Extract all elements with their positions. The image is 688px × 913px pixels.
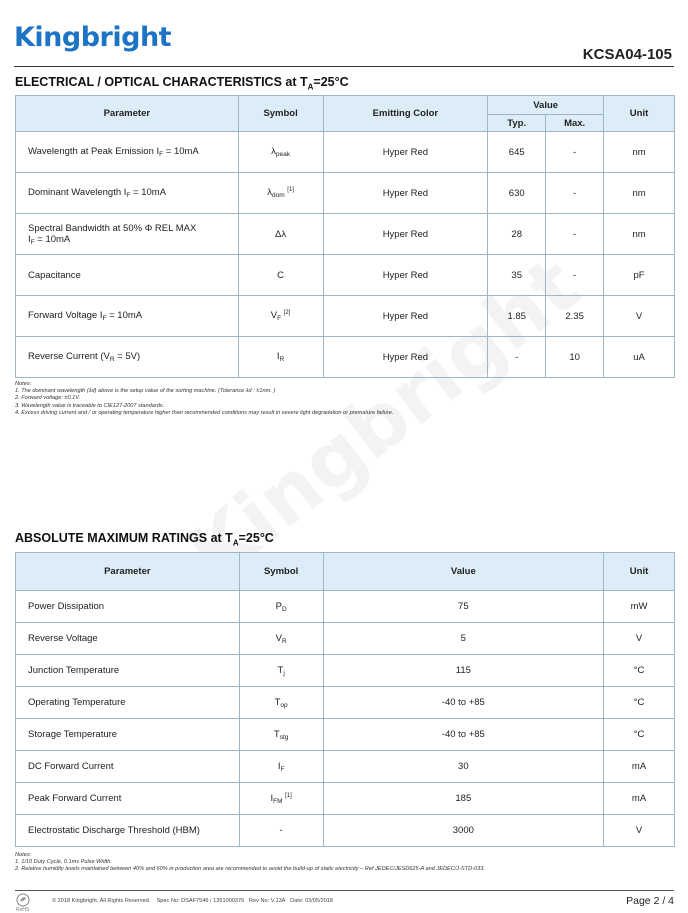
unit-cell: nm: [604, 173, 675, 214]
param-cell: Peak Forward Current: [16, 783, 240, 815]
symbol: T: [273, 728, 280, 740]
unit-cell: uA: [604, 337, 675, 378]
symbol: λ: [267, 187, 272, 198]
unit-cell: V: [604, 623, 675, 655]
color-cell: Hyper Red: [323, 173, 488, 214]
value-cell: -40 to +85: [323, 719, 604, 751]
color-cell: Hyper Red: [323, 214, 488, 255]
param-tail: = 10mA: [130, 187, 167, 198]
symbol-sub: D: [281, 605, 287, 613]
param-line2: I: [28, 233, 31, 245]
title-suffix: =25°C: [313, 75, 349, 89]
symbol: V: [275, 632, 282, 644]
param-cell: [16, 296, 239, 337]
note-item: 1. The dominant wavelength (λd) above is the setup value of the sorting machine. (Tolerance λd : ±1nm. ): [15, 388, 276, 395]
table-row: [16, 815, 675, 847]
table-row: [16, 337, 675, 378]
title-text: ELECTRICAL / OPTICAL CHARACTERISTICS at T: [15, 75, 308, 89]
symbol-sub: op: [280, 701, 288, 709]
color-cell: Hyper Red: [323, 296, 488, 337]
param-cell: Capacitance: [16, 255, 239, 296]
table-row: [16, 591, 675, 623]
part-number: KCSA04-105: [582, 46, 672, 63]
rohs-icon: [16, 893, 44, 913]
param-cell: Power Dissipation: [16, 591, 240, 623]
header-max: Max.: [546, 115, 604, 132]
value-cell: 5: [323, 623, 604, 655]
symbol-note: [1]: [285, 792, 292, 799]
symbol: λ: [271, 146, 276, 157]
absolute-max-table: [15, 552, 675, 847]
header-emitting-color: Emitting Color: [323, 96, 488, 132]
unit-cell: °C: [604, 687, 675, 719]
param-sub: F: [30, 238, 35, 246]
symbol-cell: [239, 591, 323, 623]
typ-cell: 28: [488, 214, 546, 255]
unit-cell: mA: [604, 751, 675, 783]
symbol: I: [270, 792, 274, 804]
unit-cell: °C: [604, 719, 675, 751]
param-text: Forward Voltage I: [28, 310, 103, 321]
table-row: [16, 132, 675, 173]
color-cell: Hyper Red: [323, 132, 488, 173]
electrical-optical-table: [15, 95, 675, 378]
param-cell: DC Forward Current: [16, 751, 240, 783]
unit-cell: mW: [604, 591, 675, 623]
title-subscript: A: [232, 538, 239, 548]
header-symbol: Symbol: [239, 553, 323, 591]
param-cell: [16, 337, 239, 378]
symbol-cell: [238, 296, 323, 337]
footer-divider: [15, 890, 674, 891]
param-tail: = 10mA: [34, 233, 71, 245]
header-symbol: Symbol: [238, 96, 323, 132]
page-number: Page 2 / 4: [626, 895, 674, 907]
color-cell: Hyper Red: [323, 255, 488, 296]
symbol-note: [2]: [283, 310, 291, 316]
rohs-leaf-icon: [16, 893, 30, 907]
max-cell: -: [546, 132, 604, 173]
electrical-optical-title: [15, 75, 349, 92]
electrical-notes: [15, 381, 393, 417]
max-cell: -: [546, 214, 604, 255]
symbol-sub: dom: [271, 192, 285, 199]
notes-heading: Notes:: [15, 381, 32, 387]
param-cell: Electrostatic Discharge Threshold (HBM): [16, 815, 240, 847]
typ-cell: -: [488, 337, 546, 378]
unit-cell: °C: [604, 655, 675, 687]
typ-cell: 645: [488, 132, 546, 173]
table-row: [16, 655, 675, 687]
symbol-sub: FM: [273, 797, 283, 805]
title-subscript: A: [307, 82, 314, 92]
unit-cell: mA: [604, 783, 675, 815]
kingbright-logo: Kingbright: [14, 22, 172, 53]
param-cell: [16, 132, 239, 173]
value-cell: 115: [323, 655, 604, 687]
param-cell: Storage Temperature: [16, 719, 240, 751]
absolute-max-title: [15, 531, 274, 548]
value-cell: 3000: [323, 815, 604, 847]
typ-cell: 630: [488, 173, 546, 214]
title-suffix: =25°C: [238, 531, 274, 545]
symbol: V: [270, 310, 278, 321]
spec-no: Spec No: DSAF7546 / 1351000376: [156, 898, 245, 904]
symbol-sub: peak: [275, 151, 291, 158]
header-unit: Unit: [604, 96, 675, 132]
color-cell: Hyper Red: [323, 337, 488, 378]
note-item: 2. Forward voltage: ±0.1V.: [15, 395, 81, 402]
symbol-sub: R: [279, 356, 285, 363]
rev-no: Rev No: V.13A: [248, 898, 286, 904]
symbol-cell: [239, 655, 323, 687]
symbol-cell: C: [238, 255, 323, 296]
rohs-label: RoHS: [16, 907, 30, 913]
symbol-sub: F: [277, 315, 282, 322]
header-value: Value: [488, 96, 604, 115]
symbol-sub: stg: [279, 733, 289, 741]
symbol-cell: [239, 751, 323, 783]
unit-cell: V: [604, 296, 675, 337]
typ-cell: 1.85: [488, 296, 546, 337]
symbol-cell: -: [239, 815, 323, 847]
symbol-sub: R: [281, 637, 287, 645]
note-item: 1. 1/10 Duty Cycle, 0.1ms Pulse Width.: [15, 859, 112, 866]
unit-cell: pF: [604, 255, 675, 296]
header-typ: Typ.: [488, 115, 546, 132]
header-divider: [14, 66, 674, 67]
table-row: [16, 687, 675, 719]
header-unit: Unit: [604, 553, 675, 591]
param-cell: Reverse Voltage: [16, 623, 240, 655]
header-parameter: Parameter: [16, 553, 240, 591]
param-cell: Operating Temperature: [16, 687, 240, 719]
symbol-cell: [239, 783, 323, 815]
header-parameter: Parameter: [16, 96, 239, 132]
symbol: P: [275, 600, 282, 612]
table-row: [16, 214, 675, 255]
param-cell: [16, 214, 239, 255]
notes-heading: Notes:: [15, 852, 32, 858]
symbol: T: [277, 664, 284, 676]
table-row: [16, 296, 675, 337]
symbol-cell: [239, 719, 323, 751]
param-cell: [16, 173, 239, 214]
max-cell: 10: [546, 337, 604, 378]
symbol-cell: Δλ: [238, 214, 323, 255]
param-text: Spectral Bandwidth at 50% Φ REL MAX: [28, 222, 197, 234]
table-row: [16, 719, 675, 751]
symbol: T: [274, 696, 281, 708]
param-cell: Junction Temperature: [16, 655, 240, 687]
param-sub: F: [126, 192, 131, 199]
param-text: Reverse Current (V: [28, 351, 110, 362]
param-tail: = 5V): [114, 351, 141, 362]
note-item: 2. Relative humidity levels maintained between 40% and 60% in production area are recommended to avoid the build-up of static electricity – Ref JEDEC/JESD625-A and JEDEC/J-STD-033.: [15, 866, 485, 873]
unit-cell: nm: [604, 132, 675, 173]
typ-cell: 35: [488, 255, 546, 296]
value-cell: 30: [323, 751, 604, 783]
param-tail: = 10mA: [106, 310, 143, 321]
absolute-max-notes: [15, 852, 485, 874]
symbol-cell: [239, 623, 323, 655]
note-item: 4. Excess driving current and / or operating temperature higher than recommended conditions may result in severe light degradation or premature failure.: [15, 409, 394, 416]
note-item: 3. Wavelength value is traceable to CIE127-2007 standards.: [15, 402, 165, 409]
value-cell: 75: [323, 591, 604, 623]
copyright: © 2018 Kingbright. All Rights Reserved.: [52, 898, 151, 904]
max-cell: -: [546, 173, 604, 214]
footer-info: [52, 898, 333, 904]
symbol-sub: j: [283, 669, 285, 677]
unit-cell: nm: [604, 214, 675, 255]
value-cell: -40 to +85: [323, 687, 604, 719]
header-value: Value: [323, 553, 604, 591]
param-sub: R: [109, 356, 115, 363]
param-tail: = 10mA: [163, 146, 199, 157]
param-text: Dominant Wavelength I: [28, 187, 127, 198]
symbol-cell: [238, 132, 323, 173]
symbol-sub: F: [280, 765, 285, 773]
table-row: [16, 623, 675, 655]
symbol: I: [277, 760, 281, 772]
max-cell: 2.35: [546, 296, 604, 337]
table-row: [16, 783, 675, 815]
symbol-cell: [238, 337, 323, 378]
table-row: [16, 255, 675, 296]
param-sub: F: [102, 315, 107, 322]
symbol-cell: [238, 173, 323, 214]
max-cell: -: [546, 255, 604, 296]
param-sub: F: [159, 151, 164, 158]
table-row: [16, 751, 675, 783]
title-text: ABSOLUTE MAXIMUM RATINGS at T: [15, 531, 233, 545]
date: Date: 03/05/2018: [290, 898, 334, 904]
symbol-note: [1]: [287, 187, 294, 193]
value-cell: 185: [323, 783, 604, 815]
unit-cell: V: [604, 815, 675, 847]
param-text: Wavelength at Peak Emission I: [28, 146, 160, 157]
symbol-cell: [239, 687, 323, 719]
symbol: I: [276, 351, 280, 362]
table-row: [16, 173, 675, 214]
